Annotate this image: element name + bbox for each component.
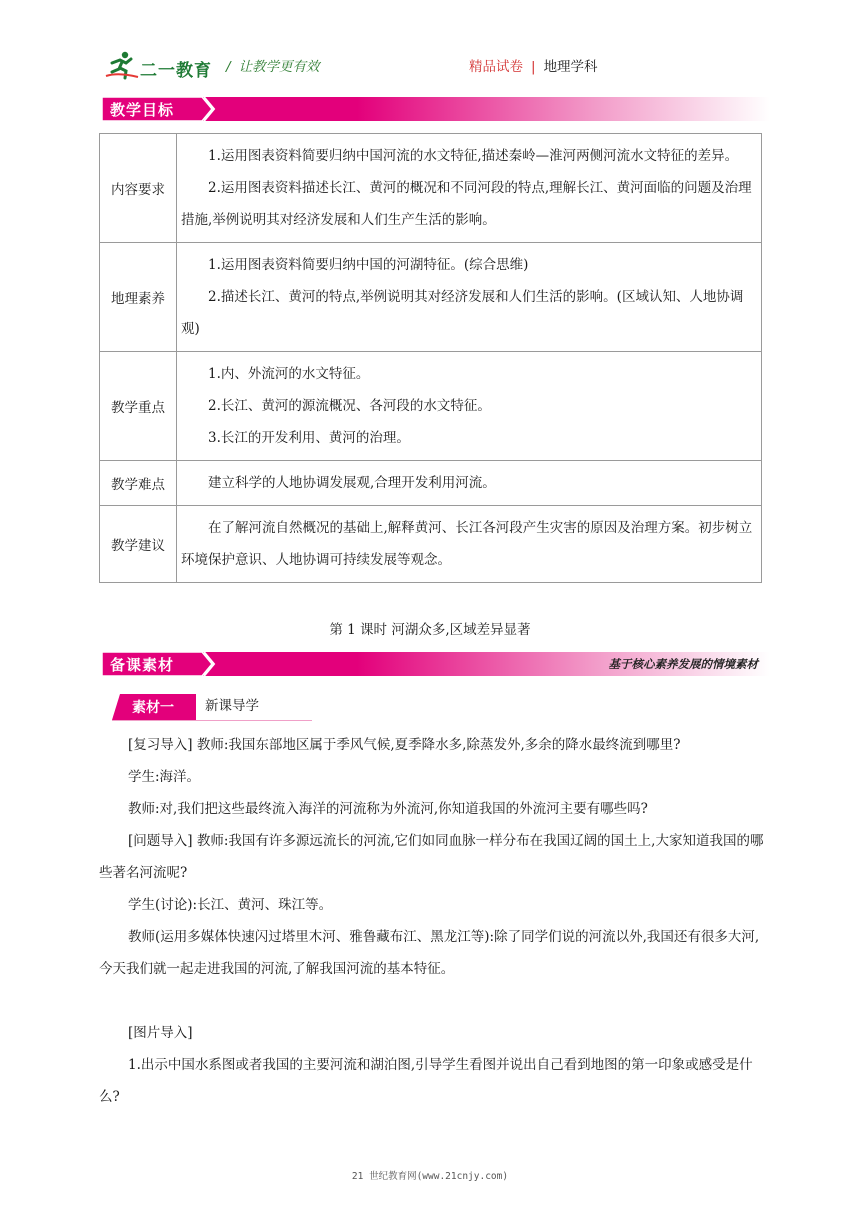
paragraph-question-intro: [问题导入] 教师:我国有许多源远流长的河流,它们如同血脉一样分布在我国辽阔的国土上,大家知道我国的哪些著名河流呢? <box>99 833 764 881</box>
section-title: 教学目标 <box>110 101 175 119</box>
page-footer: 21 世纪教育网(www.21cnjy.com) <box>351 1171 509 1182</box>
goals-row-label: 教学建议 <box>100 506 177 583</box>
paragraph-student-answer-1: 学生:海洋。 <box>128 769 201 785</box>
logo-text: 二一教育 <box>140 61 212 81</box>
banner-gradient <box>180 97 770 121</box>
blank-line <box>99 985 768 1017</box>
goals-row-content <box>177 134 762 243</box>
section-title: 备课素材 <box>110 656 175 674</box>
goals-row <box>100 506 762 583</box>
paragraph-student-answer-2: 学生(讨论):长江、黄河、珠江等。 <box>128 897 333 913</box>
header-doc-info <box>469 55 598 75</box>
paragraph-teacher-1: 教师:对,我们把这些最终流入海洋的河流称为外流河,你知道我国的外流河主要有哪些吗? <box>128 801 648 817</box>
goals-row <box>100 352 762 461</box>
goals-paragraph: 3.长江的开发利用、黄河的治理。 <box>208 430 410 446</box>
lesson-body <box>99 729 768 1113</box>
goals-row-content <box>177 243 762 352</box>
goals-row <box>100 134 762 243</box>
goals-row-label: 教学难点 <box>100 461 177 506</box>
section-banner-goals <box>100 95 770 123</box>
header-separator: | <box>531 59 536 75</box>
goals-paragraph: 在了解河流自然概况的基础上,解释黄河、长江各河段产生灾害的原因及治理方案。初步树立环境保护意识、人地协调可持续发展等观念。 <box>181 520 753 568</box>
goals-paragraph: 建立科学的人地协调发展观,合理开发利用河流。 <box>208 475 496 491</box>
goals-row-content <box>177 352 762 461</box>
goals-paragraph: 2.长江、黄河的源流概况、各河段的水文特征。 <box>208 398 491 414</box>
runner-logo-icon <box>104 50 140 80</box>
goals-paragraph: 2.描述长江、黄河的特点,举例说明其对经济发展和人们生活的影响。(区域认知、人地协调观) <box>181 289 744 337</box>
section-banner-materials <box>100 650 770 678</box>
paragraph-review-intro: [复习导入] 教师:我国东部地区属于季风气候,夏季降水多,除蒸发外,多余的降水最终流到哪里? <box>128 737 681 753</box>
goals-paragraph: 2.运用图表资料描述长江、黄河的概况和不同河段的特点,理解长江、黄河面临的问题及治理措施,举例说明其对经济发展和人们生产生活的影响。 <box>181 180 752 228</box>
material-underline <box>112 720 312 721</box>
paragraph-teacher-2: 教师(运用多媒体快速闪过塔里木河、雅鲁藏布江、黑龙江等):除了同学们说的河流以外,我国还有很多大河,今天我们就一起走进我国的河流,了解我国河流的基本特征。 <box>99 929 760 977</box>
paragraph-picture-intro: [图片导入] <box>128 1025 193 1041</box>
goals-paragraph: 1.运用图表资料简要归纳中国的河湖特征。(综合思维) <box>208 257 529 273</box>
material-tag-label: 素材一 <box>132 700 174 716</box>
lesson-title: 第 1 课时 河湖众多,区域差异显著 <box>329 622 531 638</box>
section-subtitle: 基于核心素养发展的情境素材 <box>608 657 758 671</box>
goals-row <box>100 461 762 506</box>
goals-row-label: 地理素养 <box>100 243 177 352</box>
goals-row-content <box>177 461 762 506</box>
goals-row <box>100 243 762 352</box>
teaching-goals-table <box>99 133 762 583</box>
material-tag <box>112 694 196 720</box>
slogan: / 让教学更有效 <box>226 59 320 75</box>
slogan-text: 让教学更有效 <box>238 59 320 75</box>
goals-row-label: 教学重点 <box>100 352 177 461</box>
subject: 地理学科 <box>543 59 598 75</box>
goals-paragraph: 1.内、外流河的水文特征。 <box>208 366 370 382</box>
material-name: 新课导学 <box>205 698 259 714</box>
goals-row-content <box>177 506 762 583</box>
goals-paragraph: 1.运用图表资料简要归纳中国河流的水文特征,描述秦岭—淮河两侧河流水文特征的差异。 <box>208 148 739 164</box>
doc-type: 精品试卷 <box>469 59 523 75</box>
goals-row-label: 内容要求 <box>100 134 177 243</box>
paragraph-picture-item-1: 1.出示中国水系图或者我国的主要河流和湖泊图,引导学生看图并说出自己看到地图的第一印象或感受是什么? <box>99 1057 753 1105</box>
